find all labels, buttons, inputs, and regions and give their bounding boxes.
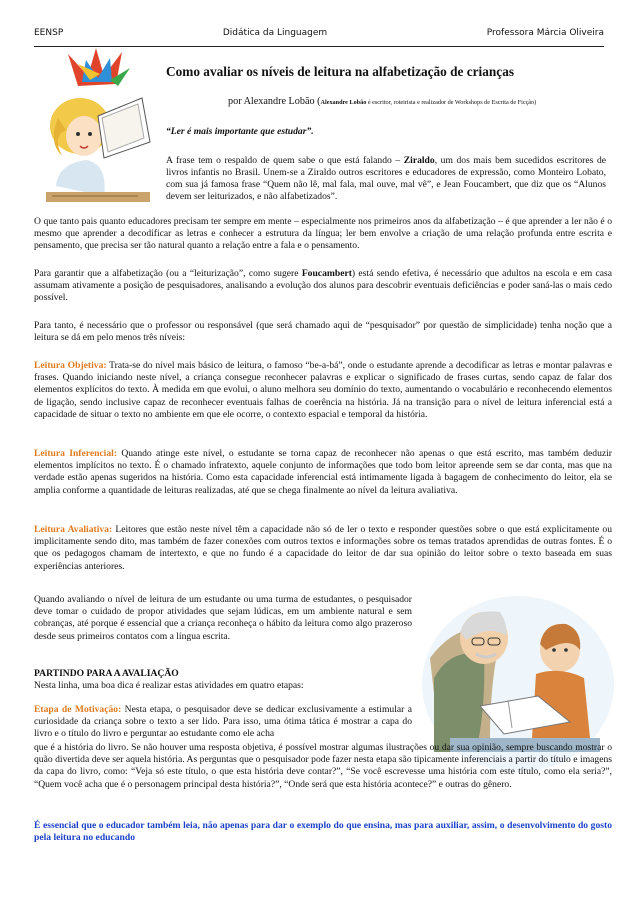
leitura-objetiva-text: Trata-se do nível mais básico de leitura, o famoso “be-a-bá”, onde o estudante aprende a decodificar as letras e montar palavras e frases. Quando iniciando neste nível, a criança consegue reconhecer palavras e explicar o significado de frases curtas, sendo capaz de falar dos elementos explícitos do texto. À medida em que evolui, o aluno melhora seu domínio do texto, aumentando o vocabulário e reconhecendo elementos de ligação, sendo inclusive capaz de reconhecer eventuais falhas de coerência na história. Já na transição para o nível de leitura inferencial está a capacidade de situar o texto no ambiente em que ele ocorre, o contexto espacial e temporal da história. [34, 360, 612, 420]
final-note: É essencial que o educador também leia, não apenas para dar o exemplo do que ensina, mas para auxiliar, assim, o desenvolvimento do gosto pela leitura no educando [34, 820, 612, 844]
leitura-inferencial-label: Leitura Inferencial: [34, 448, 118, 459]
p2-text-b: ) está sendo efetiva, é necessário que adultos na escola e em casa assumam ativamente a posição de pesquisadores, analisando a evolução dos alunos para descobrir eventuais deficiências e poder saná-las o mais cedo possível. [34, 268, 612, 304]
header-course: Didática da Linguagem [222, 28, 328, 38]
quote: “Ler é mais importante que estudar”. [166, 126, 314, 137]
paragraph-2 [34, 268, 612, 305]
leitura-objetiva [34, 360, 612, 421]
etapa-motivacao-text: Nesta etapa, o pesquisador deve se dedicar exclusivamente a estimular a curiosidade da criança sobre o texto a ser lido. Para isso, uma ótima tática é mostrar a capa do livro e o título do livro e perguntar ao estudante como ele acha [34, 704, 412, 740]
intro-bold: Ziraldo [403, 155, 435, 166]
etapa-motivacao [34, 704, 412, 741]
section-title: PARTINDO PARA A AVALIAÇÃO [34, 668, 179, 679]
byline-author: Alexandre Lobão [320, 99, 367, 106]
header-teacher: Professora Márcia Oliveira [486, 28, 604, 38]
intro-text-b: , um dos mais bem sucedidos escritores de livros infantis no Brasil. Unem-se a Ziraldo outros escritores e educadores de expressão, como Monteiro Lobato, com sua já famosa frase “Quem não lê, mal fala, mal ouve, mal vê”, e Jean Foucambert, que diz que os “Alunos devem ser leiturizados, e não alfabetizados”. [166, 155, 606, 202]
leitura-avaliativa [34, 524, 612, 573]
leitura-inferencial-text: Quando atinge este nível, o estudante se torna capaz de reconhecer não apenas o que está escrito, mas também deduzir elementos implícitos no texto. É o chamado infratexto, aquele conjunto de informações que todo bom leitor apreende sem se dar conta, mas que na verdade estão apenas sugeridos na história. Como esta capacidade inferencial está intimamente ligada à bagagem de conhecimento do leitor, ela se amplia conforme a quantidade de leituras realizadas, até que se chega finalmente ao nível da leitura avaliativa. [34, 448, 612, 496]
intro-text-a: A frase tem o respaldo de quem sabe o que está falando – [166, 155, 404, 166]
paragraph-1: O que tanto pais quanto educadores precisam ter sempre em mente – especialmente nos primeiros anos da alfabetização – é que aprender a ler não é o mesmo que aprender a decodificar as letras e conhecer a estrutura da língua; ler bem envolve a criação de uma relação profunda entre escrita e pensamento, que precisa ser tão natural quanto a relação entre a fala e o pensamento. [34, 216, 612, 252]
leitura-inferencial [34, 448, 612, 497]
leitura-avaliativa-label: Leitura Avaliativa: [34, 524, 113, 535]
paragraph-4: Quando avaliando o nível de leitura de um estudante ou uma turma de estudantes, o pesquisador deve tomar o cuidado de propor atividades que sejam lúdicas, em um ambiente natural e sem cobranças, até porque é essencial que a criança reconheça o hábito da leitura como algo prazeroso desde seus primeiros contatos com a língua escrita. [34, 594, 412, 642]
p2-bold: Foucambert [301, 268, 352, 279]
section-heading [34, 668, 412, 692]
girl-reading-illustration [38, 46, 158, 206]
intro-paragraph [166, 155, 606, 203]
p2-text-a: Para garantir que a alfabetização (ou a “leiturização”, como sugere [34, 268, 302, 279]
byline [228, 96, 536, 107]
byline-desc: é escritor, roteirista e realizador de Workshops de Escrita de Ficção) [366, 99, 537, 106]
etapa-motivacao-cont: que é a história do livro. Se não houver uma resposta objetiva, é possível mostrar algumas ilustrações ou dar sua opinião, sempre buscando mostrar o quão divertida deve ser aquela história. As perguntas que o pesquisador pode fazer nesta etapa são tipicamente inferenciais a partir do título e imagens da capa do livro, como: “Veja só este título, o que esta história deve contar?”, “Se você escrevesse uma história com este título, como ela seria?”, “Quem você acha que é o personagem principal desta história?”, “Onde será que esta história acontece?” e outras do gênero. [34, 742, 612, 790]
header-school: EENSP [34, 28, 64, 38]
page-header [34, 28, 604, 47]
article-title: Como avaliar os níveis de leitura na alfabetização de crianças [166, 64, 515, 79]
leitura-avaliativa-text: Leitores que estão neste nível têm a capacidade não só de ler o texto e responder questões sobre o que está explicitamente ou implicitamente sendo dito, mas também de fazer conexões com outros textos e informações sobre os temas tratados aprendidas de outras fontes. É o que os pedagogos chamam de intertexto, e que no fundo é a capacidade do leitor de dar sua opinião do leitor sobre o texto baseada em suas experiências anteriores. [34, 524, 612, 572]
byline-prefix: por Alexandre Lobão ( [228, 96, 321, 107]
etapa-motivacao-label: Etapa de Motivação: [34, 704, 122, 715]
paragraph-3: Para tanto, é necessário que o professor ou responsável (que será chamado aqui de “pesquisador” por questão de simplicidade) tenha noção que a leitura se dá em pelo menos três níveis: [34, 320, 612, 344]
leitura-objetiva-label: Leitura Objetiva: [34, 360, 107, 371]
section-intro: Nesta linha, uma boa dica é realizar estas atividades em quatro etapas: [34, 680, 304, 692]
